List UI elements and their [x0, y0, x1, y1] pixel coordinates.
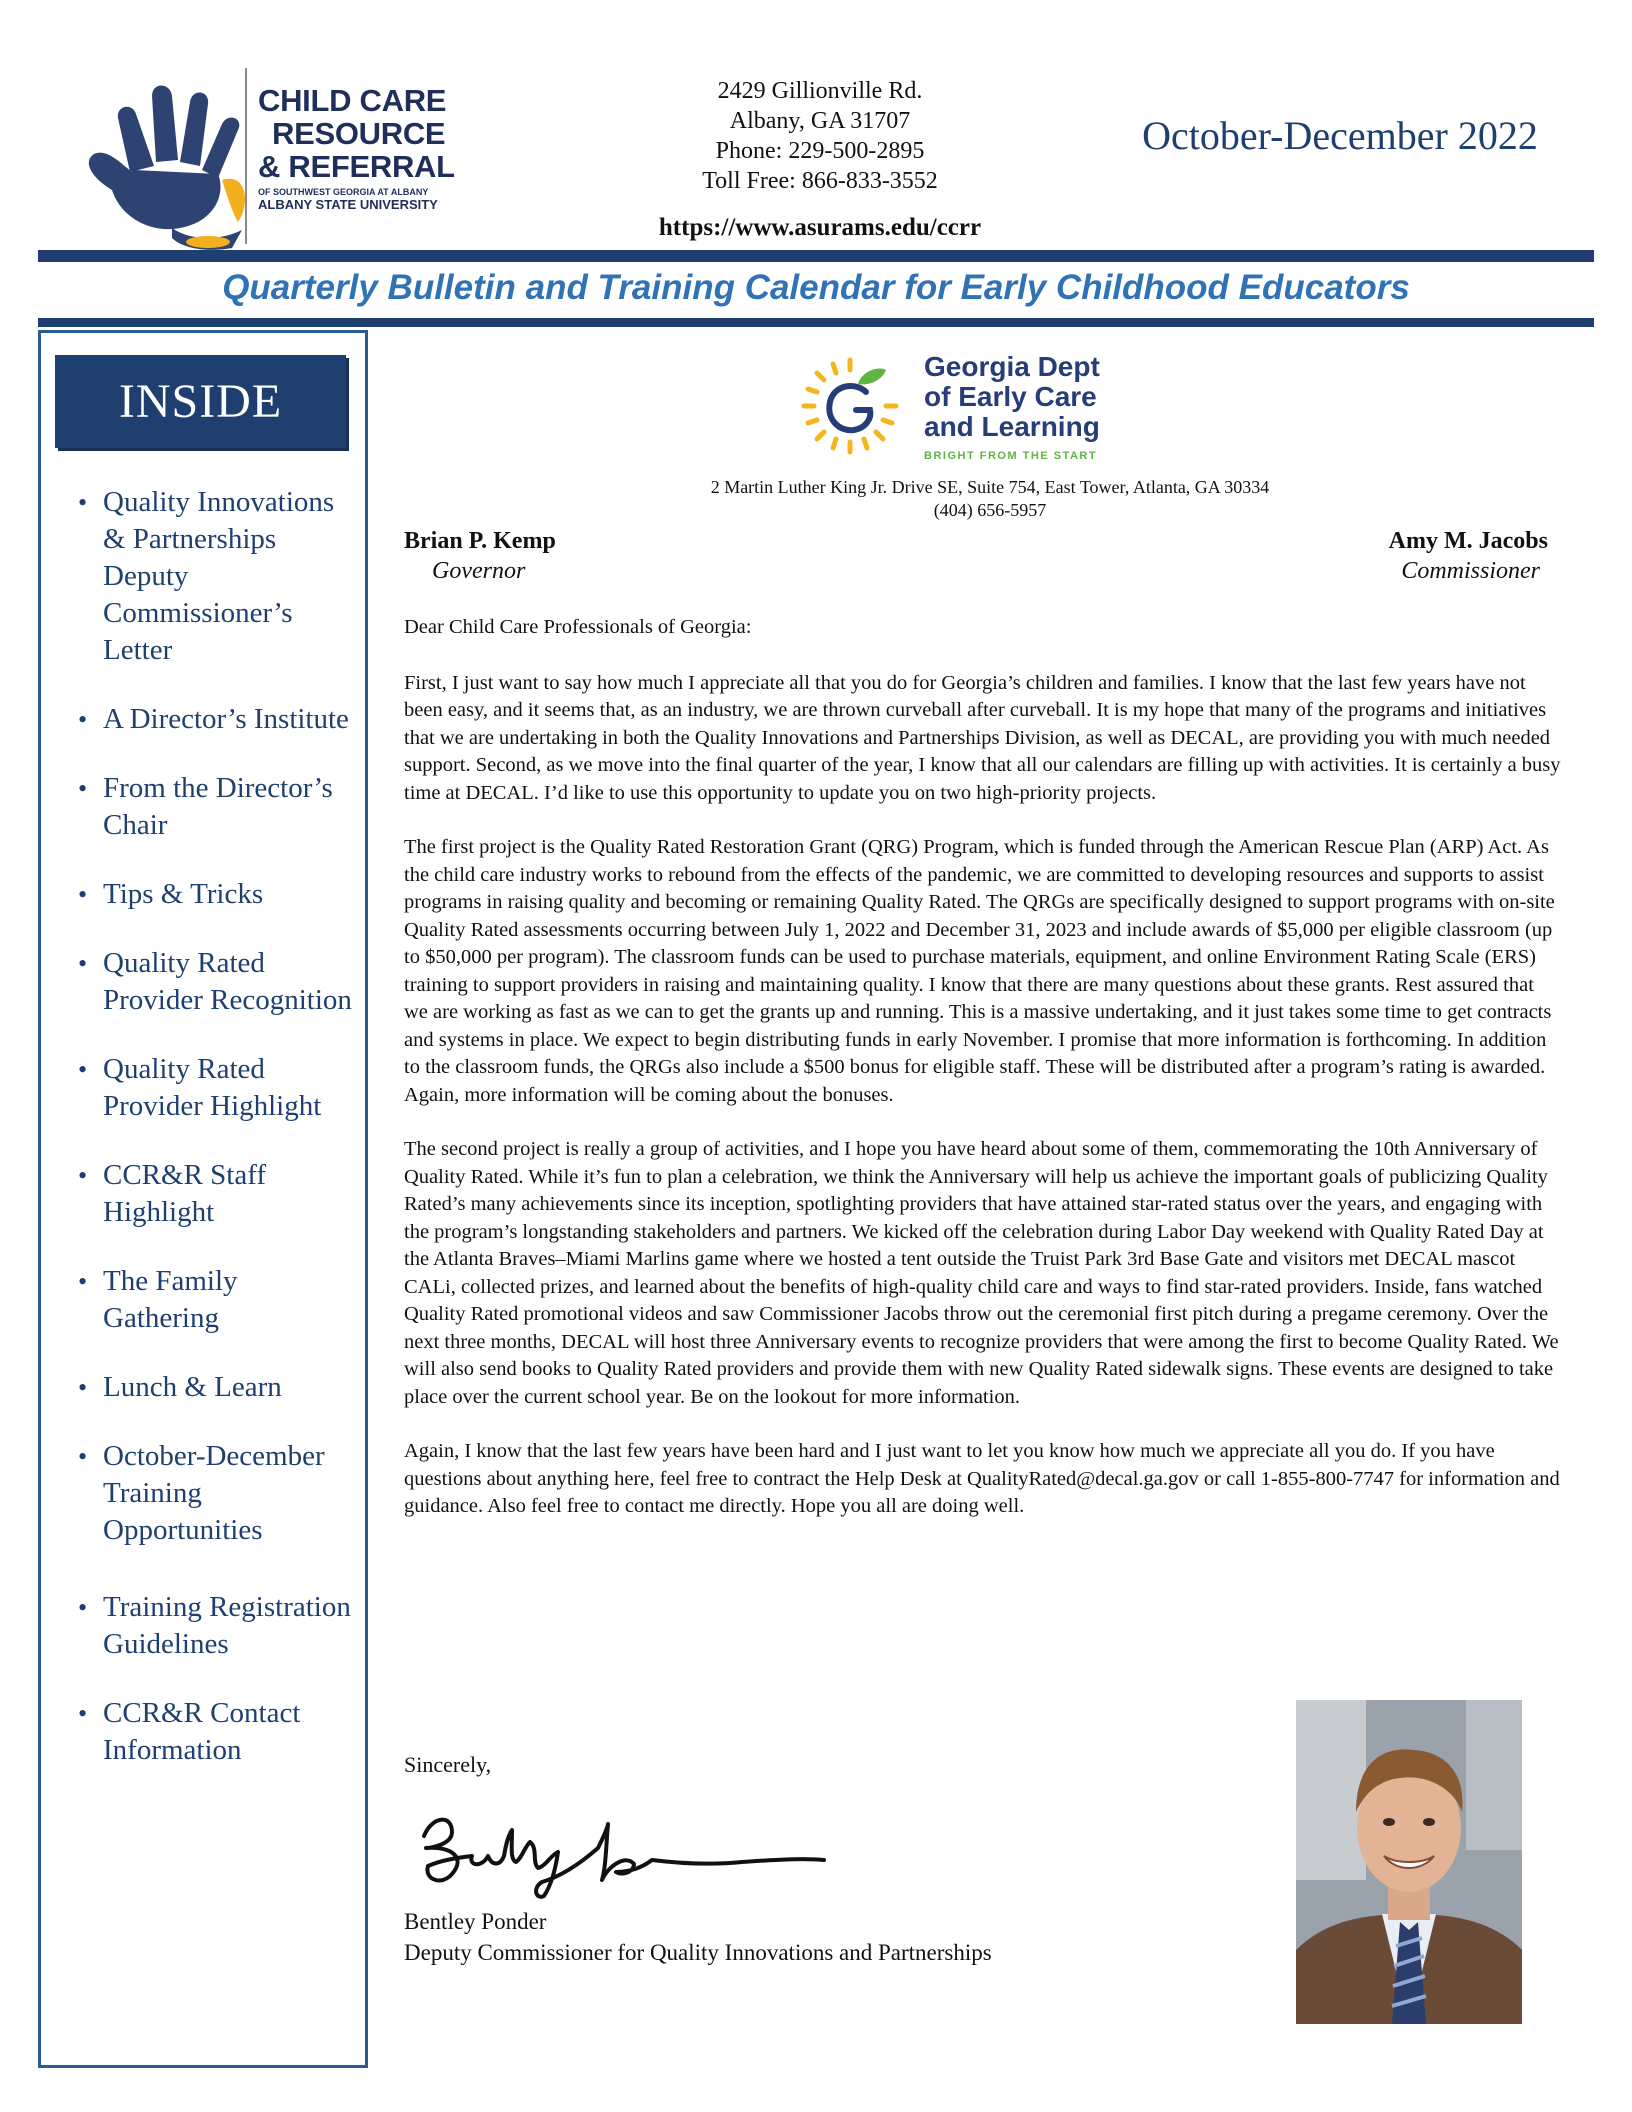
toc-item[interactable]: • Quality Rated Provider Highlight: [78, 1051, 353, 1125]
address-street: 2429 Gillionville Rd.: [717, 78, 923, 104]
signer-name: Bentley Ponder: [404, 1909, 547, 1934]
toc-item[interactable]: • Tips & Tricks: [78, 876, 353, 913]
governor-block: [404, 526, 556, 586]
letter-closing: Sincerely,: [404, 1752, 492, 1777]
letter-paragraph-3: The second project is really a group of activities, and I hope you have heard about some of them, commemorating the 10th Anniversary of Quality Rated. While it’s fun to plan a celebration, we think the Anniversary will help us achieve the important goals of publicizing Quality Rated’s many achievements since its inception, spotlighting providers that have attained star-rated status over the years, and engaging with the program’s longstanding stakeholders and partners. We kicked off the celebration during Labor Day weekend with Quality Rated Day at the Atlanta Braves–Miami Marlins game where we hosted a tent outside the Truist Park 3rd Base Gate and visitors met DECAL mascot CALi, collected prizes, and learned about the benefits of high-quality child care and ways to find star-rated providers. Inside, fans watched Quality Rated promotional videos and saw Commissioner Jacobs throw out the ceremonial first pitch during a pregame ceremony. Over the next three months, DECAL will host three Anniversary events to recognize providers that were among the first to become Quality Rated. We will also send books to Quality Rated providers and provide them with new Quality Rated sidewalk signs. These events are designed to take place over the current school year. Be on the lookout for more information.: [404, 1138, 1559, 1408]
deputy-commissioner-photo: [1296, 1700, 1522, 2024]
signer-block: [404, 1906, 992, 1968]
letter-paragraph-2: The first project is the Quality Rated Restoration Grant (QRG) Program, which is funded through the American Rescue Plan (ARP) Act. As the child care industry works to rebound from the effects of the pandemic, we are committed to developing resources and supports to assist programs in raising quality and becoming or remaining Quality Rated. The QRGs are specifically designed to support programs with on-site Quality Rated assessments occurring between July 1, 2022 and December 31, 2023 and include awards of $5,000 per eligible classroom (up to $50,000 per program). The classroom funds can be used to purchase materials, equipment, and online Environment Rating Scale (ERS) training to support providers in raising and maintaining quality. I know that there are many questions about these grants. Rest assured that we are working as fast as we can to get the grants up and running. This is a massive undertaking, and it just takes some time to get contracts and systems in place. We expect to begin distributing funds in early November. I promise that more information is forthcoming. In addition to the classroom funds, the QRGs also include a $500 bonus for eligible staff. These will be distributed after a program’s rating is awarded. Again, more information will be coming about the bonuses.: [404, 836, 1555, 1106]
governor-name: Brian P. Kemp: [404, 528, 556, 554]
decal-tagline: BRIGHT FROM THE START: [924, 450, 1098, 462]
decal-address-block: [600, 476, 1380, 522]
header-rule-top: [38, 250, 1594, 262]
toc-item[interactable]: • Training Registration Guidelines: [78, 1589, 353, 1663]
ccrr-address: [640, 76, 1000, 196]
decal-name: [924, 352, 1100, 442]
logo-divider: [245, 68, 247, 244]
ccrr-logo-text: [258, 84, 498, 212]
letter-body: [404, 614, 1562, 1548]
address-phone: Phone: 229-500-2895: [715, 138, 925, 164]
toc-item[interactable]: • Lunch & Learn: [78, 1369, 353, 1406]
toc-item[interactable]: • October-December Training Opportunities: [78, 1438, 353, 1549]
letter-paragraph-1: First, I just want to say how much I appreciate all that you do for Georgia’s children and families. I know that the last few years have not been easy, and it seems that, as an industry, we are thrown curveball after curveball. It is my hope that many of the programs and initiatives that we are undertaking in both the Quality Innovations and Partnerships Division, as well as DECAL, are providing you with much needed support. Second, as we move into the final quarter of the year, I know that all our calendars are filling up with activities. It is certainly a busy time at DECAL. I’d like to use this opportunity to update you on two high-priority projects.: [404, 671, 1561, 804]
toc-item[interactable]: • The Family Gathering: [78, 1263, 353, 1337]
org-line-3: & REFERRAL: [258, 149, 455, 184]
decal-sun-apple-logo-icon: [800, 356, 900, 456]
toc-item[interactable]: • From the Director’s Chair: [78, 770, 353, 844]
signer-title: Deputy Commissioner for Quality Innovations and Partnerships: [404, 1940, 992, 1965]
toc-item[interactable]: • Quality Rated Provider Recognition: [78, 945, 353, 1019]
letter-paragraph-4: Again, I know that the last few years have been hard and I just want to let you know how much we appreciate all you do. If you have questions about anything here, feel free to contract the Help Desk at QualityRated@decal.ga.gov or call 1-855-800-7747 for information and guidance. Also feel free to contact me directly. Hope you all are doing well.: [404, 1440, 1560, 1517]
address-toll-free: Toll Free: 866-833-3552: [702, 168, 938, 194]
toc-item[interactable]: • CCR&R Staff Highlight: [78, 1157, 353, 1231]
org-line-1: CHILD CARE: [258, 83, 447, 118]
governor-title: Governor: [432, 558, 526, 584]
decal-phone: (404) 656-5957: [933, 500, 1047, 520]
address-city: Albany, GA 31707: [729, 108, 911, 134]
quarter-title: October-December 2022: [1142, 113, 1538, 158]
commissioner-block: [1300, 526, 1548, 586]
website-link[interactable]: https://www.asurams.edu/ccrr: [658, 214, 982, 241]
inside-heading: INSIDE: [55, 355, 346, 448]
commissioner-title: Commissioner: [1401, 558, 1540, 584]
decal-line-3: and Learning: [924, 411, 1100, 442]
inside-toc: [78, 484, 353, 1769]
org-subtitle: OF SOUTHWEST GEORGIA AT ALBANY: [258, 187, 429, 197]
bulletin-banner: Quarterly Bulletin and Training Calendar for Early Childhood Educators: [222, 268, 1410, 307]
toc-item[interactable]: • A Director’s Institute: [78, 701, 353, 738]
header-rule-bottom: [38, 318, 1594, 327]
signature-image: [412, 1796, 832, 1906]
org-line-2: RESOURCE: [272, 116, 446, 151]
toc-item[interactable]: • Quality Innovations & Partnerships Deputy Commissioner’s Letter: [78, 484, 353, 669]
decal-address: 2 Martin Luther King Jr. Drive SE, Suite 754, East Tower, Atlanta, GA 30334: [710, 477, 1270, 497]
toc-item[interactable]: • CCR&R Contact Information: [78, 1695, 353, 1769]
decal-line-2: of Early Care: [924, 381, 1097, 412]
letter-salutation: Dear Child Care Professionals of Georgia:: [404, 616, 752, 638]
decal-line-1: Georgia Dept: [924, 351, 1100, 382]
org-university: ALBANY STATE UNIVERSITY: [258, 197, 438, 212]
commissioner-name: Amy M. Jacobs: [1388, 528, 1548, 554]
